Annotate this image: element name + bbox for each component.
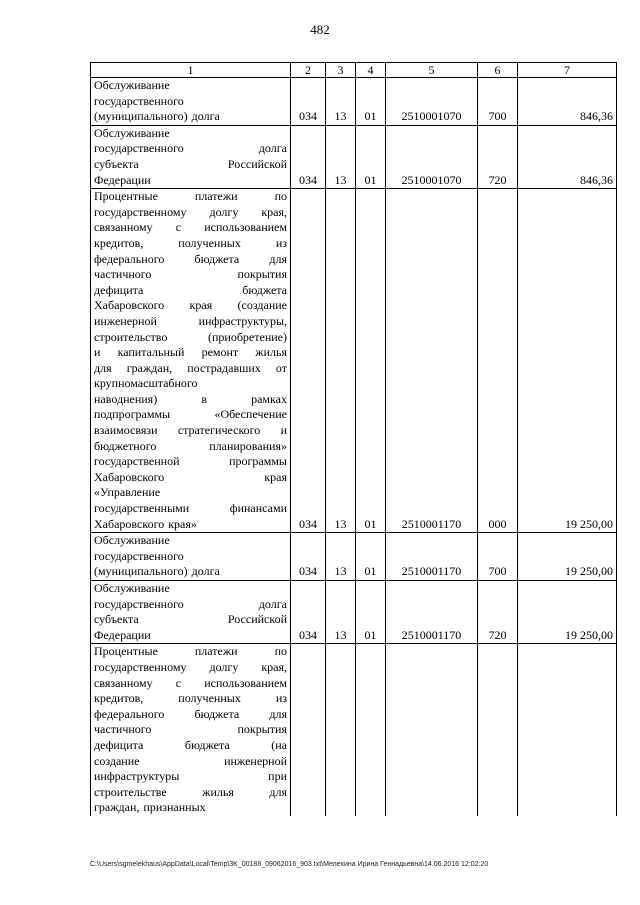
- expense-name-line: кредитов, полученных из: [94, 235, 287, 250]
- cell-amount: [518, 644, 617, 816]
- expense-name-line: Обслуживание: [94, 581, 170, 595]
- cell-expense-type: 000: [478, 189, 518, 533]
- expense-name-line: государственному долгу края,: [94, 659, 287, 674]
- cell-expense-name: [91, 189, 291, 533]
- expense-name-line: крупномасштабного: [94, 376, 198, 391]
- cell-expense-type: 700: [478, 533, 518, 581]
- budget-table: [90, 62, 617, 816]
- cell-amount: 846,36: [518, 125, 617, 188]
- file-path-footer: C:\Users\sgmelekhaus\AppData\Local\Temp\3K_00188_09062016_903.txt\Мелехина Ирина Геннадьевна\14.06.2016 12:02:20: [90, 861, 489, 868]
- expense-name-line: дефицита бюджета: [94, 282, 287, 297]
- table-row: [91, 644, 617, 816]
- cell-section: [326, 644, 356, 816]
- cell-admin-code: 034: [291, 78, 326, 126]
- column-header: 2: [291, 63, 326, 78]
- expense-name-line: Хабаровского края»: [94, 516, 197, 531]
- expense-name-line: дефицита бюджета (на: [94, 737, 287, 752]
- table-row: [91, 189, 617, 533]
- cell-target-article: [386, 644, 478, 816]
- cell-section: 13: [326, 125, 356, 188]
- expense-name-line: Федерации: [94, 172, 151, 187]
- table-row: [91, 533, 617, 581]
- cell-section: 13: [326, 189, 356, 533]
- cell-expense-type: 720: [478, 125, 518, 188]
- header-row: [91, 63, 617, 78]
- expense-name-line: Процентные платежи по: [94, 644, 287, 659]
- cell-expense-name: [91, 125, 291, 188]
- column-header: 6: [478, 63, 518, 78]
- expense-name-line: (муниципального) долга: [94, 109, 220, 124]
- expense-name-line: связанному с использованием: [94, 220, 287, 235]
- cell-admin-code: 034: [291, 581, 326, 644]
- expense-name-line: субъекта Российской: [94, 612, 287, 627]
- expense-name-line: федерального бюджета для: [94, 251, 287, 266]
- cell-subsection: 01: [356, 189, 386, 533]
- cell-expense-name: [91, 533, 291, 581]
- expense-name-line: государственному долгу края,: [94, 204, 287, 219]
- expense-name-line: и капитальный ремонт жилья: [94, 345, 287, 360]
- expense-name-line: государственными финансами: [94, 501, 287, 516]
- expense-name-line: строительстве жилья для: [94, 784, 287, 799]
- cell-expense-type: 700: [478, 78, 518, 126]
- expense-name-line: частичного покрытия: [94, 722, 287, 737]
- expense-name-line: государственного долга: [94, 596, 287, 611]
- expense-name-line: Хабаровского края (создание: [94, 298, 287, 313]
- cell-target-article: 2510001170: [386, 189, 478, 533]
- cell-target-article: 2510001170: [386, 533, 478, 581]
- expense-name-line: наводнения) в рамках: [94, 391, 287, 406]
- cell-amount: 19 250,00: [518, 533, 617, 581]
- column-header: 4: [356, 63, 386, 78]
- cell-subsection: 01: [356, 125, 386, 188]
- expense-name-line: государственной программы: [94, 454, 287, 469]
- expense-name-line: Процентные платежи по: [94, 189, 287, 204]
- cell-section: 13: [326, 533, 356, 581]
- expense-name-line: строительство (приобретение): [94, 329, 287, 344]
- table-row: [91, 78, 617, 126]
- expense-name-line: инженерной инфраструктуры,: [94, 313, 287, 328]
- cell-amount: 19 250,00: [518, 189, 617, 533]
- cell-admin-code: 034: [291, 533, 326, 581]
- expense-name-line: связанному с использованием: [94, 675, 287, 690]
- cell-admin-code: [291, 644, 326, 816]
- cell-section: 13: [326, 78, 356, 126]
- cell-admin-code: 034: [291, 189, 326, 533]
- cell-expense-type: 720: [478, 581, 518, 644]
- cell-expense-type: [478, 644, 518, 816]
- expense-name-line: взаимосвязи стратегического и: [94, 423, 287, 438]
- cell-amount: 846,36: [518, 78, 617, 126]
- expense-name-line: частичного покрытия: [94, 267, 287, 282]
- expense-name-line: граждан, признанных: [94, 800, 206, 815]
- expense-name-line: Федерации: [94, 627, 151, 642]
- expense-name-line: (муниципального) долга: [94, 564, 220, 579]
- column-header: 1: [91, 63, 291, 78]
- page-number: 482: [310, 22, 330, 37]
- cell-admin-code: 034: [291, 125, 326, 188]
- column-header: 3: [326, 63, 356, 78]
- expense-name-line: инфраструктуры при: [94, 769, 287, 784]
- cell-subsection: 01: [356, 581, 386, 644]
- cell-target-article: 2510001070: [386, 125, 478, 188]
- cell-subsection: 01: [356, 533, 386, 581]
- cell-section: 13: [326, 581, 356, 644]
- expense-name-line: кредитов, полученных из: [94, 691, 287, 706]
- column-header: 5: [386, 63, 478, 78]
- cell-target-article: 2510001170: [386, 581, 478, 644]
- cell-subsection: 01: [356, 78, 386, 126]
- expense-name-line: создание инженерной: [94, 753, 287, 768]
- expense-name-line: государственного: [94, 93, 184, 108]
- cell-expense-name: [91, 78, 291, 126]
- expense-name-line: «Управление: [94, 485, 161, 500]
- expense-name-line: субъекта Российской: [94, 156, 287, 171]
- expense-name-line: государственного: [94, 548, 184, 563]
- cell-expense-name: [91, 581, 291, 644]
- expense-name-line: для граждан, пострадавших от: [94, 360, 287, 375]
- expense-name-line: Обслуживание: [94, 533, 170, 548]
- cell-amount: 19 250,00: [518, 581, 617, 644]
- cell-target-article: 2510001070: [386, 78, 478, 126]
- expense-name-line: Обслуживание: [94, 125, 170, 140]
- expense-name-line: государственного долга: [94, 141, 287, 156]
- expense-name-line: Обслуживание: [94, 78, 170, 92]
- cell-expense-name: [91, 644, 291, 816]
- table-row: [91, 581, 617, 644]
- column-header: 7: [518, 63, 617, 78]
- cell-subsection: [356, 644, 386, 816]
- expense-name-line: подпрограммы «Обеспечение: [94, 407, 287, 422]
- table-body: [91, 63, 617, 816]
- expense-name-line: бюджетного планирования»: [94, 438, 287, 453]
- expense-name-line: федерального бюджета для: [94, 706, 287, 721]
- table-row: [91, 125, 617, 188]
- expense-name-line: Хабаровского края: [94, 469, 287, 484]
